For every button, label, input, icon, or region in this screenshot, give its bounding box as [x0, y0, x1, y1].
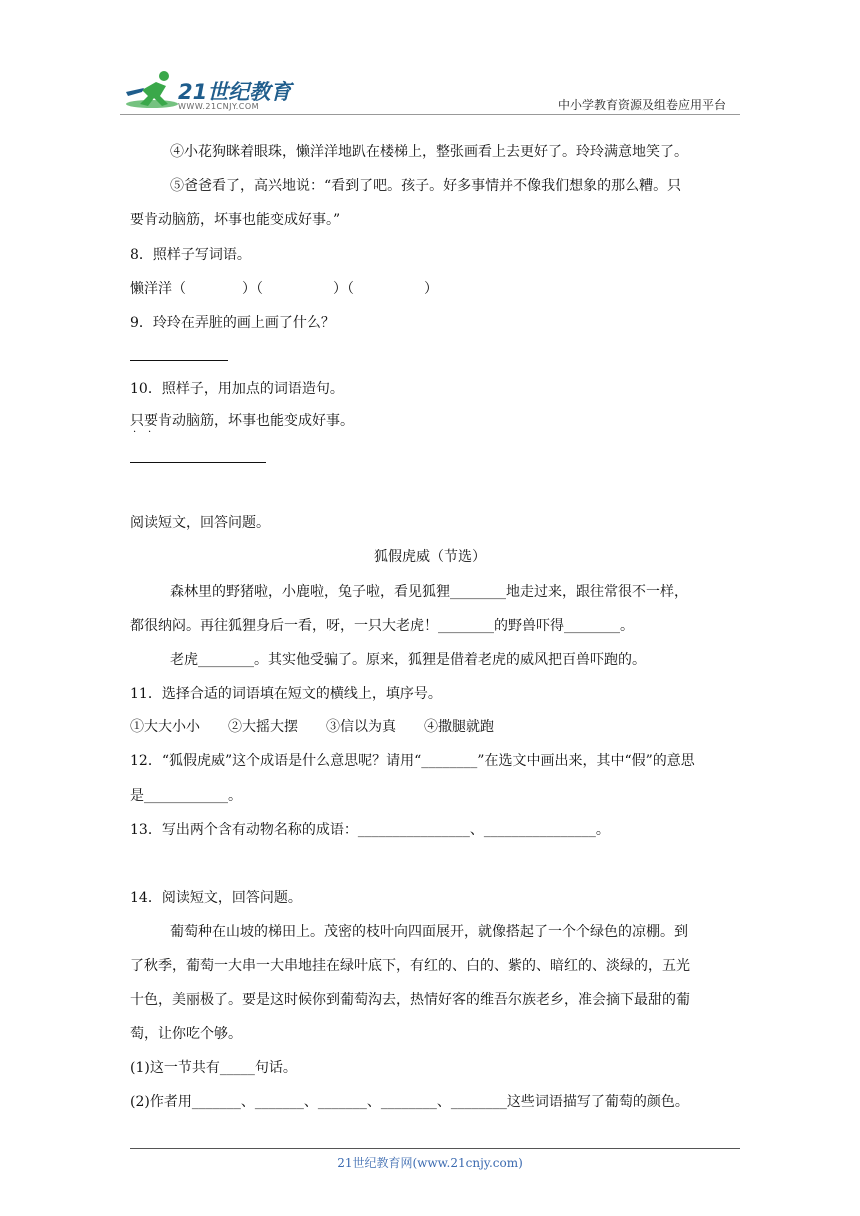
passage-line-1: 森林里的野猪啦，小鹿啦，兔子啦，看见狐狸________地走过来，跟往常很不一样，: [170, 584, 688, 600]
question-11: 11．选择合适的词语填在短文的横线上，填序号。: [130, 686, 442, 702]
question-12: 12．“狐假虎威”这个成语是什么意思呢？请用“________”在选文中画出来，其中“假”的意思: [130, 753, 695, 769]
reading-intro: 阅读短文，回答问题。: [130, 515, 270, 531]
question-8: 8．照样子写词语。: [130, 247, 251, 263]
footer-text[interactable]: 21世纪教育网(www.21cnjy.com): [337, 1156, 523, 1170]
answer-blank-10[interactable]: [130, 462, 266, 463]
platform-name: 中小学教育资源及组卷应用平台: [557, 98, 726, 112]
story-line-5-cont: 要肯动脑筋，坏事也能变成好事。”: [130, 212, 341, 228]
sub-question-2: (2)作者用_______、_______、_______、________、________这些词语描写了葡萄的颜色。: [130, 1094, 689, 1110]
grape-line-4: 萄，让你吃个够。: [130, 1026, 242, 1042]
question-13: 13．写出两个含有动物名称的成语：________________、________________。: [130, 822, 610, 838]
logo-url: WWW.21CNJY.COM: [178, 102, 260, 111]
logo-text: 21世纪教育: [178, 80, 292, 104]
page-header: [120, 68, 740, 118]
grape-line-1: 葡萄种在山坡的梯田上。茂密的枝叶向四面展开，就像搭起了一个个绿色的凉棚。到: [170, 924, 688, 940]
passage-line-2: 都很纳闷。再往狐狸身后一看，呀，一只大老虎！________的野兽吓得________。: [130, 618, 634, 634]
question-10: 10．照样子，用加点的词语造句。: [130, 381, 344, 397]
grape-line-3: 十色，美丽极了。要是这时候你到葡萄沟去，热情好客的维吾尔族老乡，准会摘下最甜的葡: [130, 992, 690, 1008]
story-line-5: ⑤爸爸看了，高兴地说：“看到了吧。孩子。好多事情并不像我们想象的那么糟。只: [170, 178, 682, 194]
footer-divider: [130, 1148, 740, 1149]
question-14: 14．阅读短文，回答问题。: [130, 890, 302, 906]
emphasis-dot: ·: [133, 427, 137, 438]
question-12-cont: 是____________。: [130, 788, 242, 804]
question-11-options: ①大大小小 ②大摇大摆 ③信以为真 ④撒腿就跑: [130, 719, 494, 735]
emphasis-dot: ·: [148, 427, 152, 438]
answer-blank-9[interactable]: [130, 360, 228, 361]
sub-question-1: (1)这一节共有_____句话。: [130, 1060, 297, 1076]
question-8-sample: 懒洋洋（ ）（ ）（ ）: [130, 281, 438, 297]
question-10-sample: 只要肯动脑筋，坏事也能变成好事。: [130, 413, 354, 429]
passage-line-3: 老虎________。其实他受骗了。原来，狐狸是借着老虎的威风把百兽吓跑的。: [170, 652, 646, 668]
passage-title: 狐假虎威（节选）: [374, 549, 486, 565]
grape-line-2: 了秋季，葡萄一大串一大串地挂在绿叶底下，有红的、白的、紫的、暗红的、淡绿的，五光: [130, 958, 690, 974]
header-divider: [120, 114, 740, 115]
story-line-4: ④小花狗眯着眼珠，懒洋洋地趴在楼梯上，整张画看上去更好了。玲玲满意地笑了。: [170, 144, 688, 160]
question-9: 9．玲玲在弄脏的画上画了什么？: [130, 315, 335, 331]
